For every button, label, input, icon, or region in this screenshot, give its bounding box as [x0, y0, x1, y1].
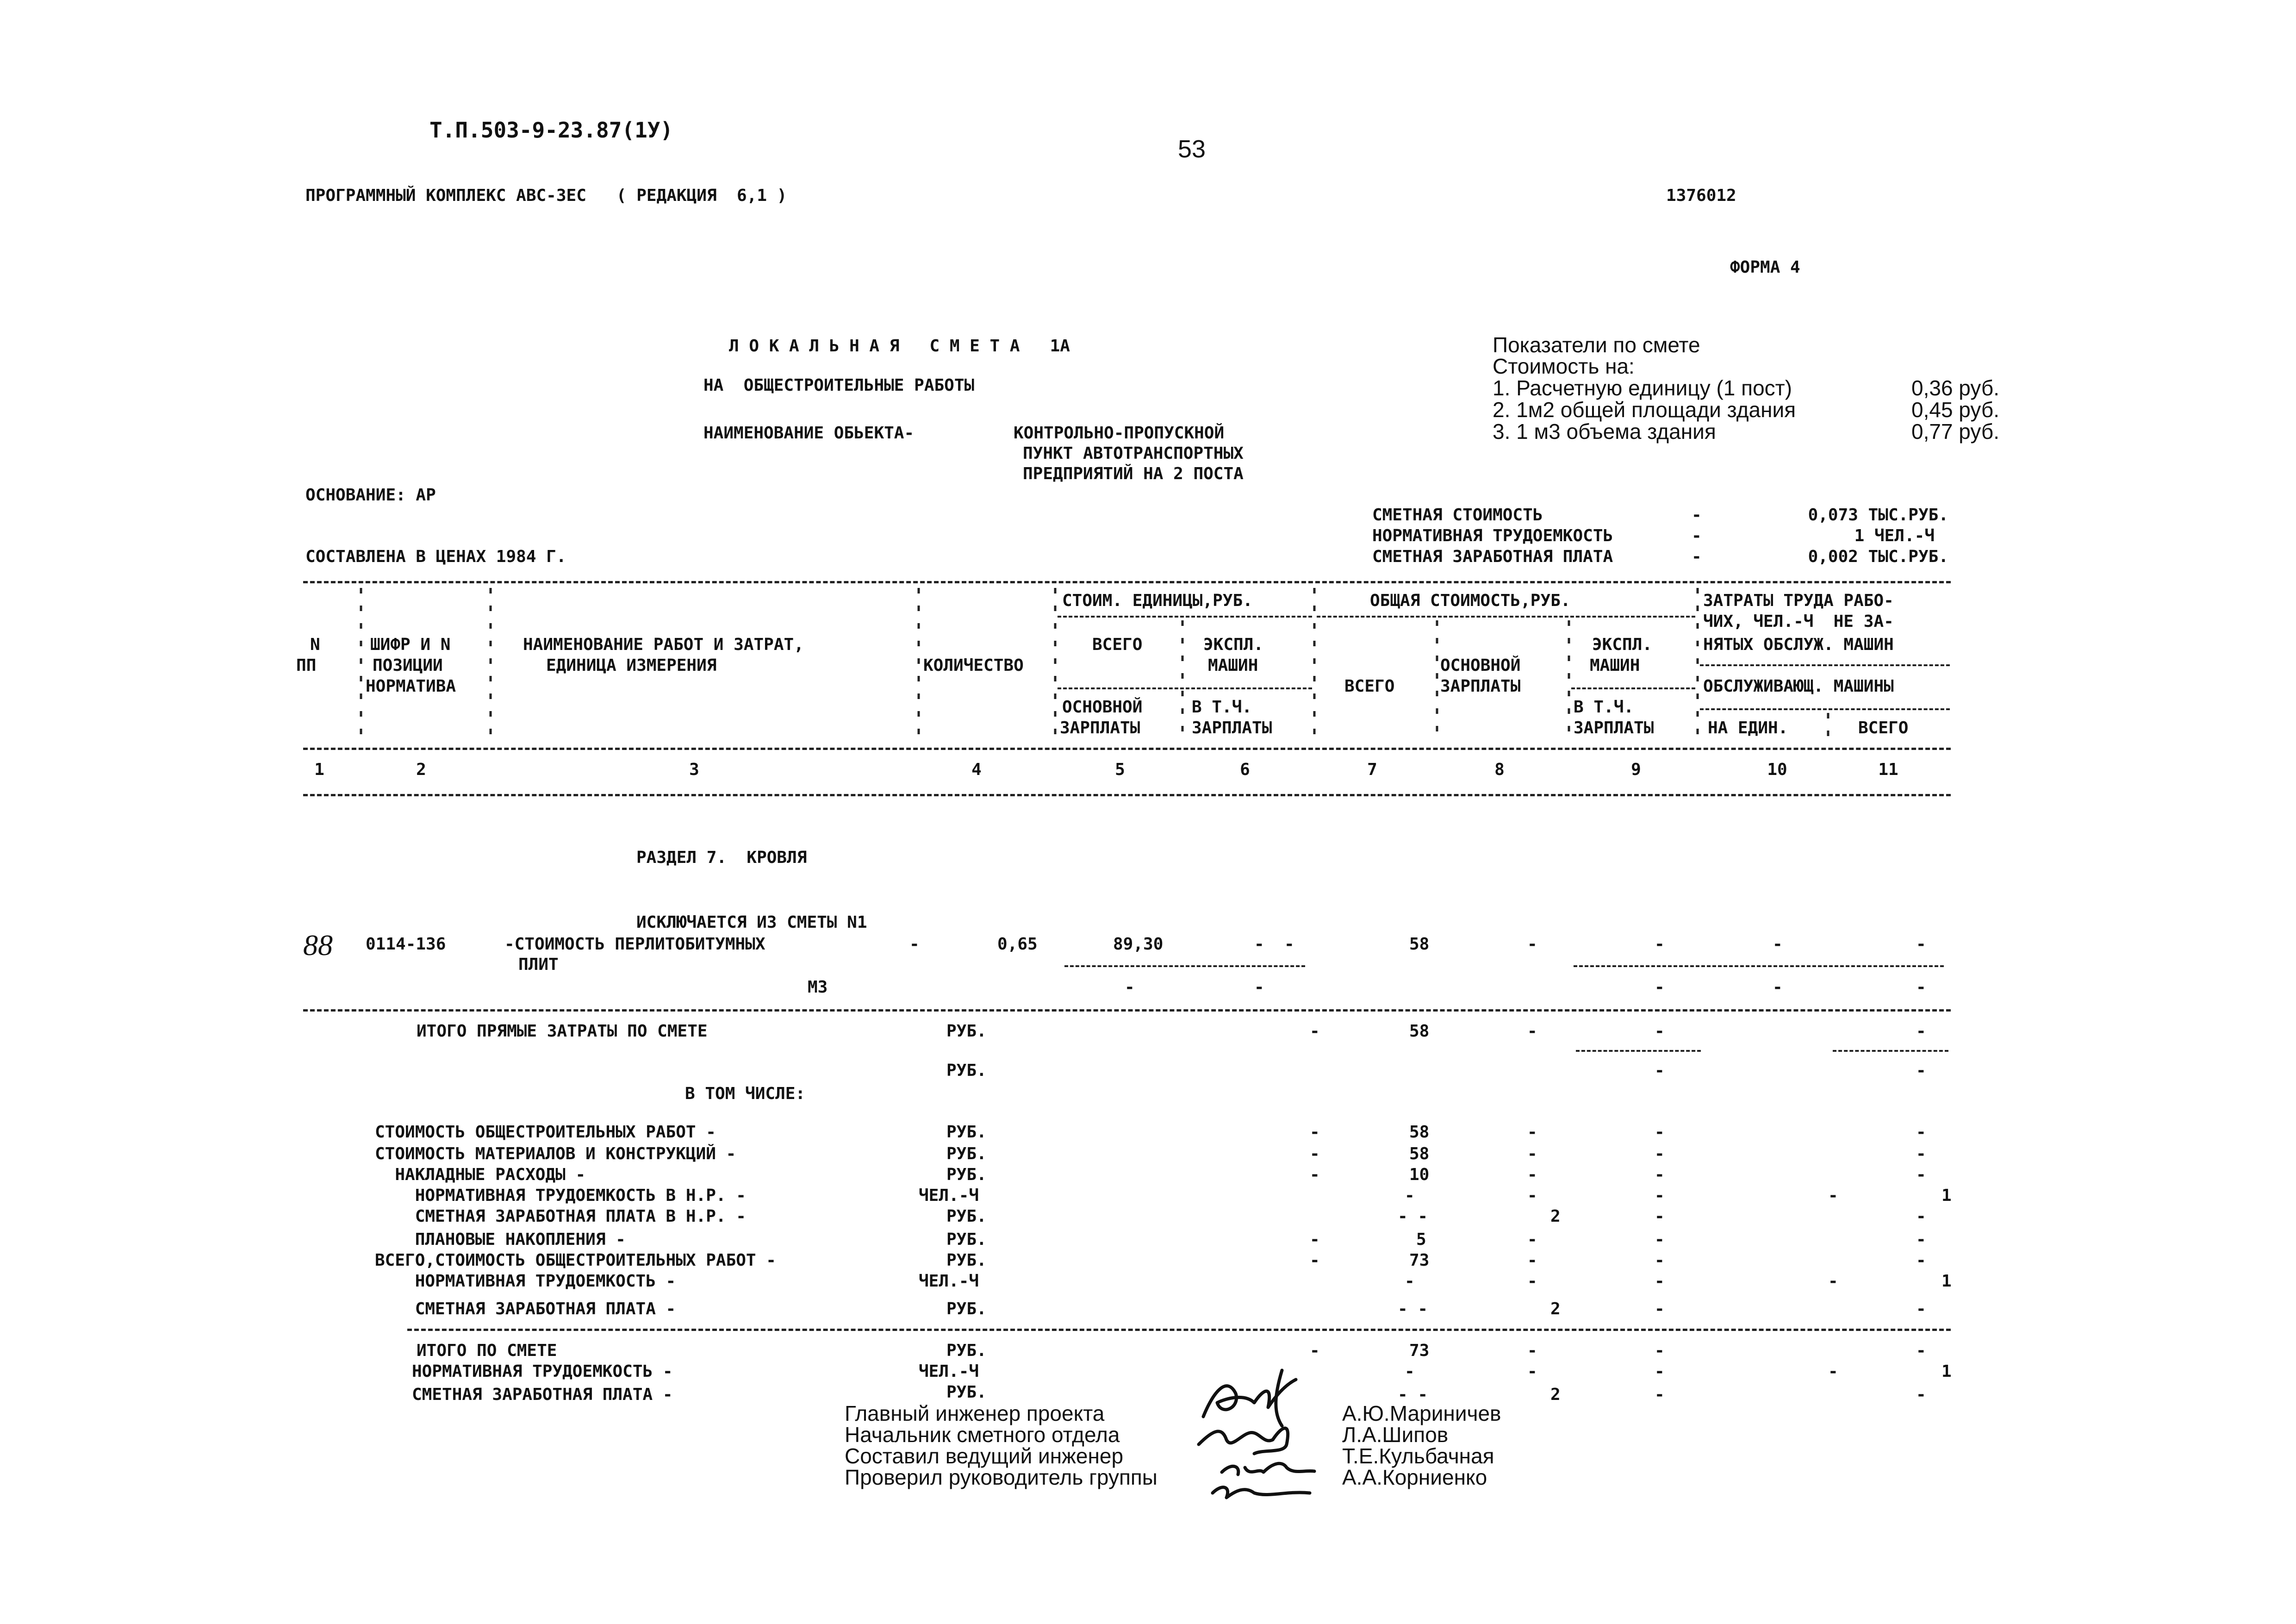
indicators-cost-on: Стоимость на: — [1493, 354, 1635, 378]
unit-cost-basic-head: ОСНОВНОЙ — [1062, 698, 1143, 717]
item-unit-total: 89,30 — [1113, 935, 1164, 954]
total-row-unit: РУБ. — [946, 1123, 987, 1142]
dash-mark: - — [1916, 978, 1926, 997]
total-row-unit: РУБ. — [946, 1299, 987, 1318]
dash-mark: - — [1655, 1165, 1665, 1184]
dash-mark: - — [1655, 935, 1665, 954]
total-row-unit: ЧЕЛ.-Ч — [919, 1186, 979, 1205]
dash-mark: - — [1655, 1299, 1665, 1318]
total-row-unit: РУБ. — [946, 1207, 987, 1226]
dash-mark: - — [1527, 1022, 1537, 1041]
total-row-unit: РУБ. — [946, 1165, 987, 1184]
total-row-value: - — [1405, 1186, 1415, 1205]
object-label: НАИМЕНОВАНИЕ ОБЬЕКТА- — [703, 424, 915, 443]
total-row-labor: 1 — [1941, 1272, 1952, 1291]
dash-mark: - — [1655, 1207, 1665, 1226]
labor-total-head: ВСЕГО — [1858, 718, 1909, 737]
col-number: 2 — [416, 760, 426, 779]
doc-id: 1376012 — [1666, 186, 1736, 205]
unit-cost-mach-head: ЭКСПЛ. — [1203, 635, 1264, 654]
unit-cost-head: СТОИМ. ЕДИНИЦЫ,РУБ. — [1062, 591, 1253, 610]
total-row-label: СТОИМОСТЬ ОБЩЕСТРОИТЕЛЬНЫХ РАБОТ - — [375, 1123, 716, 1142]
total-row-label: СМЕТНАЯ ЗАРАБОТНАЯ ПЛАТА - — [375, 1299, 676, 1318]
signature-name: А.Ю.Мариничев — [1342, 1401, 1501, 1425]
dash-mark: - — [909, 935, 920, 954]
dash-mark: - — [1655, 1230, 1665, 1249]
dash-mark: - — [1916, 1299, 1926, 1318]
final-row-value: 73 — [1409, 1341, 1430, 1360]
unit-cost-incl-head: ЗАРПЛАТЫ — [1192, 718, 1272, 737]
summary-label: СМЕТНАЯ СТОИМОСТЬ — [1372, 506, 1543, 525]
final-row-labor: 1 — [1941, 1362, 1952, 1381]
dash-mark: - — [1916, 1144, 1926, 1163]
rule — [407, 1329, 1951, 1331]
labor-rule — [1700, 664, 1950, 666]
final-row-wage: 2 — [1550, 1385, 1561, 1404]
col-number: 10 — [1767, 760, 1787, 779]
dash-mark: - — [1527, 1251, 1537, 1270]
col-number: 11 — [1878, 760, 1898, 779]
unit-cost-total-head: ВСЕГО — [1092, 635, 1143, 654]
labor-head: ЗАТРАТЫ ТРУДА РАБО- — [1703, 591, 1894, 610]
unit-cost-rule — [1058, 616, 1312, 618]
total-row-value: 58 — [1409, 1144, 1430, 1163]
direct-costs-value: 58 — [1409, 1022, 1430, 1041]
dash-mark: - — [1254, 978, 1264, 997]
col-number: 5 — [1115, 760, 1125, 779]
dash-mark: - — [1527, 1123, 1537, 1142]
col-number: 4 — [971, 760, 982, 779]
dash-mark: - — [1527, 1272, 1537, 1291]
dash-mark: - — [1916, 1022, 1926, 1041]
signature-name: А.А.Корниенко — [1342, 1465, 1487, 1489]
dash-mark: - — [1655, 1385, 1665, 1404]
doc-code: Т.П.503-9-23.87(1У) — [429, 118, 673, 143]
total-row-value: 10 — [1409, 1165, 1430, 1184]
final-row-unit: РУБ. — [946, 1383, 987, 1402]
final-row-label: НОРМАТИВНАЯ ТРУДОЕМКОСТЬ - — [412, 1362, 673, 1381]
final-row-value: - — [1405, 1362, 1415, 1381]
dash-mark: - — [1916, 1165, 1926, 1184]
total-row-label: НОРМАТИВНАЯ ТРУДОЕМКОСТЬ - — [375, 1272, 676, 1291]
dash-mark: - — [1916, 1123, 1926, 1142]
indicators-heading: Показатели по смете — [1493, 333, 1700, 357]
col3-head: ЕДИНИЦА ИЗМЕРЕНИЯ — [546, 656, 717, 675]
total-row-unit: ЧЕЛ.-Ч — [919, 1272, 979, 1291]
dash-mark: - — [1527, 1144, 1537, 1163]
total-row-label: ПЛАНОВЫЕ НАКОПЛЕНИЯ - — [375, 1230, 626, 1249]
total-row-labor: 1 — [1941, 1186, 1952, 1205]
total-cost-mach-head: ЭКСПЛ. — [1592, 635, 1653, 654]
summary-sep: - — [1692, 506, 1702, 525]
total-row-label: НАКЛАДНЫЕ РАСХОДЫ - — [375, 1165, 586, 1184]
sub-rule — [1833, 1050, 1948, 1052]
item-total: 58 — [1409, 935, 1430, 954]
dash-mark: - — [1773, 978, 1783, 997]
dash-mark: - — [1527, 1165, 1537, 1184]
labor-sub-head: ОБСЛУЖИВАЮЩ. МАШИНЫ — [1703, 677, 1894, 696]
dash-mark: - — [1916, 1341, 1926, 1360]
signature-name: Л.А.Шипов — [1342, 1423, 1449, 1447]
final-row-value: - - — [1398, 1385, 1428, 1404]
dash-mark: - — [1527, 1186, 1537, 1205]
summary-value: 1 ЧЕЛ.-Ч — [1854, 526, 1935, 545]
dash-mark: - - — [1254, 935, 1294, 954]
dash-mark: - — [1828, 1272, 1838, 1291]
total-row-value: 58 — [1409, 1123, 1430, 1142]
total-cost-head: ОБЩАЯ СТОИМОСТЬ,РУБ. — [1370, 591, 1571, 610]
total-row-unit: РУБ. — [946, 1144, 987, 1163]
unit-cost-incl-head: В Т.Ч. — [1192, 698, 1252, 717]
indicator-label: 2. 1м2 общей площади здания — [1493, 398, 1796, 422]
dash-mark: - — [1773, 935, 1783, 954]
dash-mark: - — [1916, 935, 1926, 954]
dash-mark: - — [1828, 1186, 1838, 1205]
labor-head: НЯТЫХ ОБСЛУЖ. МАШИН — [1703, 635, 1894, 654]
total-row-value: 73 — [1409, 1251, 1430, 1270]
total-cost-basic-head: ЗАРПЛАТЫ — [1440, 677, 1521, 696]
summary-label: СМЕТНАЯ ЗАРАБОТНАЯ ПЛАТА — [1372, 547, 1613, 566]
dash-mark: - — [1310, 1341, 1320, 1360]
col1-head: N — [310, 635, 320, 654]
rule — [303, 1009, 1951, 1012]
dash-mark: - — [1916, 1230, 1926, 1249]
total-row-wage: 2 — [1550, 1207, 1561, 1226]
total-row-unit: РУБ. — [946, 1230, 987, 1249]
program-info: ПРОГРАММНЫЙ КОМПЛЕКС АВС-ЗЕС ( РЕДАКЦИЯ 6,1 ) — [305, 186, 787, 205]
dash-mark: - — [1125, 978, 1135, 997]
col3-head: НАИМЕНОВАНИЕ РАБОТ И ЗАТРАТ, — [523, 635, 804, 654]
dash-mark: - — [1527, 1341, 1537, 1360]
total-cost-total-head: ВСЕГО — [1344, 677, 1395, 696]
dash-mark: - — [1655, 1022, 1665, 1041]
total-row-label: ВСЕГО,СТОИМОСТЬ ОБЩЕСТРОИТЕЛЬНЫХ РАБОТ - — [375, 1251, 776, 1270]
indicator-value: 0,45 руб. — [1911, 398, 2000, 422]
page-number: 53 — [1178, 135, 1206, 163]
total-cost-rule — [1317, 616, 1695, 618]
signature-role: Главный инженер проекта — [845, 1401, 1105, 1425]
col2-head: ШИФР И N — [370, 635, 451, 654]
unit-cost-basic-head: ЗАРПЛАТЫ — [1060, 718, 1140, 737]
summary-value: 0,002 ТЫС.РУБ. — [1808, 547, 1948, 566]
header-rule-bottom — [303, 794, 1951, 796]
total-row-value: - - — [1398, 1207, 1428, 1226]
col-number: 3 — [689, 760, 699, 779]
dash-mark: - — [1310, 1251, 1320, 1270]
dash-mark: - — [1916, 1061, 1926, 1080]
object-name-line1: КОНТРОЛЬНО-ПРОПУСКНОЙ — [1014, 424, 1225, 443]
estimate-title: Л О К А Л Ь Н А Я С М Е Т А 1А — [729, 337, 1070, 356]
col2-head: НОРМАТИВА — [366, 677, 456, 696]
signature-name: Т.Е.Кульбачная — [1342, 1444, 1494, 1468]
col-number: 9 — [1631, 760, 1641, 779]
item-code: 0114-136 — [366, 935, 446, 954]
object-name-line2: ПУНКТ АВТОТРАНСПОРТНЫХ — [1023, 444, 1244, 463]
item-name: -СТОИМОСТЬ ПЕРЛИТОБИТУМНЫХ — [504, 935, 765, 954]
col4-head: КОЛИЧЕСТВО — [923, 656, 1024, 675]
object-name-line3: ПРЕДПРИЯТИЙ НА 2 ПОСТА — [1023, 464, 1244, 483]
labor-head: ЧИХ, ЧЕЛ.-Ч НЕ ЗА- — [1703, 612, 1894, 631]
dash-mark: - — [1310, 1144, 1320, 1163]
col-number: 8 — [1494, 760, 1505, 779]
dash-mark: - — [1655, 1186, 1665, 1205]
dash-mark: - — [1916, 1385, 1926, 1404]
dash-mark: - — [1310, 1165, 1320, 1184]
indicator-label: 3. 1 м3 объема здания — [1493, 419, 1716, 443]
dash-mark: - — [1655, 1144, 1665, 1163]
total-cost-rule-2 — [1571, 687, 1695, 689]
final-row-unit: ЧЕЛ.-Ч — [919, 1362, 979, 1381]
excluded-note: ИСКЛЮЧАЕТСЯ ИЗ СМЕТЫ N1 — [636, 913, 867, 932]
including-label: В ТОМ ЧИСЛЕ: — [685, 1084, 806, 1103]
form-label: ФОРМА 4 — [1730, 258, 1800, 277]
final-row-unit: РУБ. — [946, 1341, 987, 1360]
dash-mark: - — [1310, 1022, 1320, 1041]
dash-mark: - — [1655, 1251, 1665, 1270]
signature-role: Проверил руководитель группы — [845, 1465, 1157, 1489]
handwritten-mark: 88 — [303, 929, 333, 962]
total-cost-incl-head: В Т.Ч. — [1574, 698, 1634, 717]
col-number: 7 — [1367, 760, 1377, 779]
summary-sep: - — [1692, 526, 1702, 545]
total-row-wage: 2 — [1550, 1299, 1561, 1318]
dash-mark: - — [1916, 1251, 1926, 1270]
final-row-label: СМЕТНАЯ ЗАРАБОТНАЯ ПЛАТА - — [412, 1385, 673, 1404]
direct-costs-unit-2: РУБ. — [946, 1061, 987, 1080]
summary-label: НОРМАТИВНАЯ ТРУДОЕМКОСТЬ — [1372, 526, 1613, 545]
total-row-label: СТОИМОСТЬ МАТЕРИАЛОВ И КОНСТРУКЦИЙ - — [375, 1144, 736, 1163]
dash-mark: - — [1527, 935, 1537, 954]
sub-rule — [1576, 1050, 1701, 1052]
dash-mark: - — [1916, 1207, 1926, 1226]
unit-cost-mach-head: МАШИН — [1208, 656, 1258, 675]
labor-unit-head: НА ЕДИН. — [1708, 718, 1788, 737]
estimate-subtitle: НА ОБЩЕСТРОИТЕЛЬНЫЕ РАБОТЫ — [703, 376, 975, 395]
total-row-unit: РУБ. — [946, 1251, 987, 1270]
indicator-value: 0,77 руб. — [1911, 419, 2000, 443]
signature-role: Начальник сметного отдела — [845, 1423, 1120, 1447]
direct-costs-unit: РУБ. — [946, 1022, 987, 1041]
dash-mark: - — [1655, 1362, 1665, 1381]
dash-mark: - — [1310, 1230, 1320, 1249]
direct-costs-label: ИТОГО ПРЯМЫЕ ЗАТРАТЫ ПО СМЕТЕ — [417, 1022, 708, 1041]
total-cost-incl-head: ЗАРПЛАТЫ — [1574, 718, 1654, 737]
dash-mark: - — [1527, 1362, 1537, 1381]
dash-mark: - — [1828, 1362, 1838, 1381]
indicator-value: 0,36 руб. — [1911, 376, 2000, 400]
item-sub-rule — [1064, 965, 1305, 967]
item-unit: М3 — [808, 978, 828, 997]
col1-head: ПП — [296, 656, 317, 675]
signature-role: Составил ведущий инженер — [845, 1444, 1124, 1468]
total-row-value: 5 — [1416, 1230, 1426, 1249]
item-sub-rule — [1574, 965, 1944, 967]
item-qty: 0,65 — [997, 935, 1038, 954]
total-cost-basic-head: ОСНОВНОЙ — [1440, 656, 1521, 675]
handwritten-signatures — [1194, 1366, 1351, 1505]
dash-mark: - — [1655, 1123, 1665, 1142]
item-name-cont: ПЛИТ — [518, 955, 559, 974]
dash-mark: - — [1655, 1061, 1665, 1080]
labor-rule-2 — [1700, 708, 1950, 710]
summary-sep: - — [1692, 547, 1702, 566]
dash-mark: - — [1655, 1341, 1665, 1360]
total-row-value: - — [1405, 1272, 1415, 1291]
total-cost-mach-head: МАШИН — [1590, 656, 1640, 675]
col2-head: ПОЗИЦИИ — [373, 656, 443, 675]
header-rule-mid — [303, 748, 1951, 750]
total-row-label: СМЕТНАЯ ЗАРАБОТНАЯ ПЛАТА В Н.Р. - — [375, 1207, 746, 1226]
dash-mark: - — [1655, 1272, 1665, 1291]
total-row-label: НОРМАТИВНАЯ ТРУДОЕМКОСТЬ В Н.Р. - — [375, 1186, 746, 1205]
unit-cost-rule-2 — [1058, 687, 1312, 689]
basis: ОСНОВАНИЕ: АР — [305, 486, 436, 505]
dash-mark: - — [1527, 1230, 1537, 1249]
final-row-label: ИТОГО ПО СМЕТЕ — [417, 1341, 557, 1360]
indicator-label: 1. Расчетную единицу (1 пост) — [1493, 376, 1792, 400]
dash-mark: - — [1655, 978, 1665, 997]
col-number: 6 — [1240, 760, 1250, 779]
total-row-value: - - — [1398, 1299, 1428, 1318]
price-basis: СОСТАВЛЕНА В ЦЕНАХ 1984 Г. — [305, 547, 566, 566]
col-number: 1 — [314, 760, 324, 779]
summary-value: 0,073 ТЫС.РУБ. — [1808, 506, 1948, 525]
dash-mark: - — [1310, 1123, 1320, 1142]
section-title: РАЗДЕЛ 7. КРОВЛЯ — [636, 848, 807, 867]
